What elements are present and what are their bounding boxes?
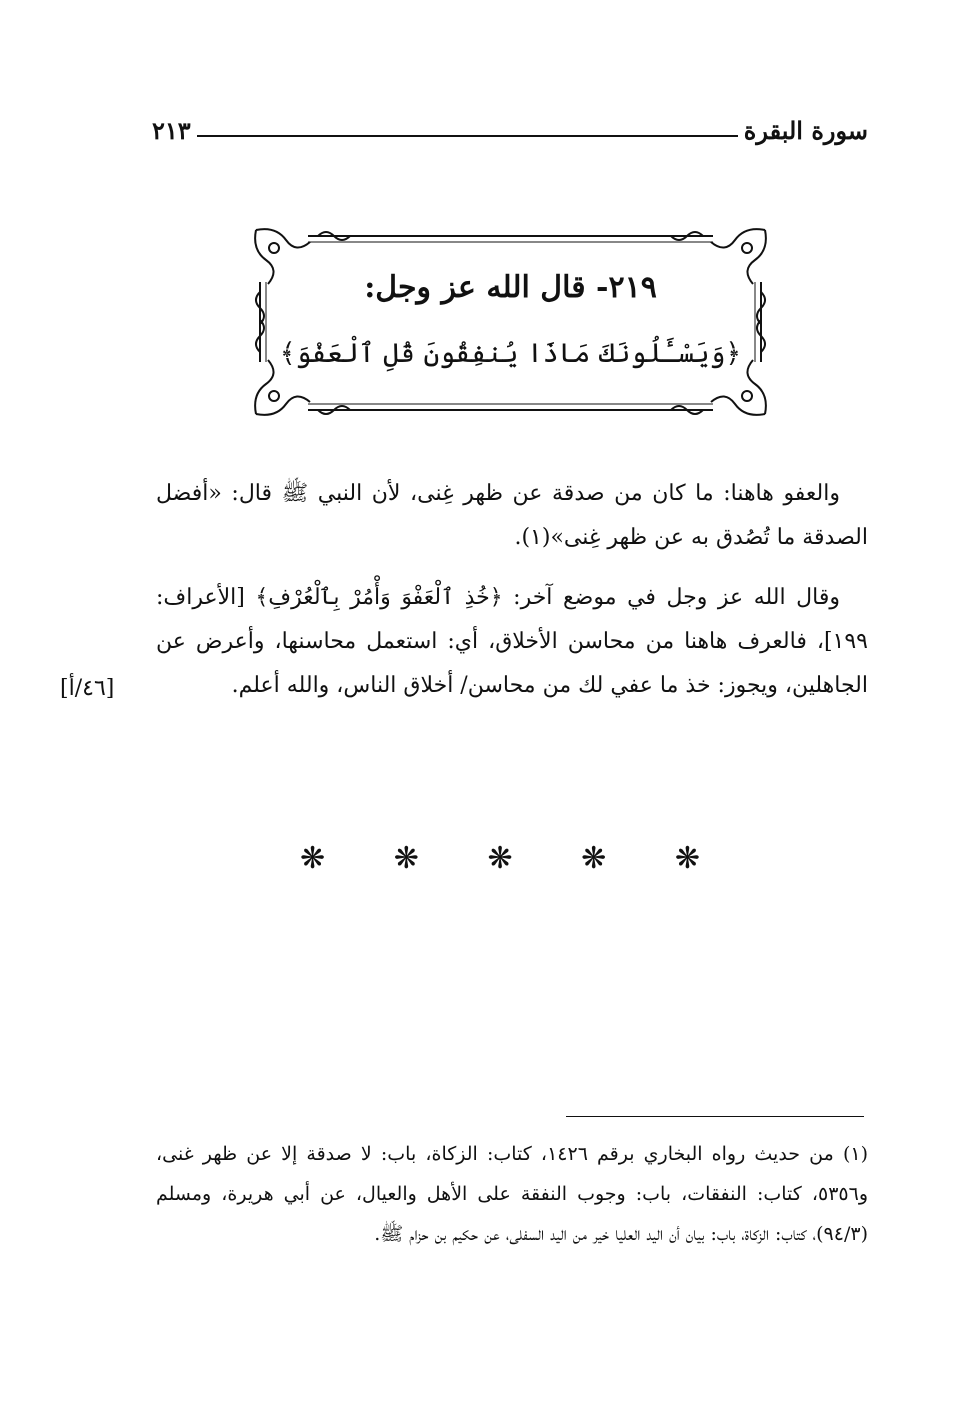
footnote-1: (١) من حديث رواه البخاري برقم ١٤٢٦، كتاب: الزكاة، باب: لا صدقة إلا عن ظهر غنى، و٥٣٥٦، كتاب: النفقات، باب: وجوب النفقة على الأهل والعيال، عن أبي هريرة، ومسلم (٩٤/٣)، كتاب: الزكاة، باب: بيان أن اليد العليا خير من اليد السفلى، عن حكيم بن حزام ﷺ. [156, 1143, 868, 1245]
separator-star-icon: ❋ [393, 840, 419, 876]
verse-number-title: ٢١٩- قال الله عز وجل: [364, 270, 657, 305]
page-header [152, 108, 868, 152]
surah-title: سورة البقرة [743, 115, 868, 145]
verse-frame [248, 222, 773, 422]
paragraph-2: وقال الله عز وجل في موضع آخر: ﴿خُذِ ٱلْعَفْوَ وَأْمُرْ بِٱلْعُرْفِ﴾ [الأعراف: ١٩٩]، فالعرف هاهنا من محاسن الأخلاق، أي: استعمل محاسنها، وأعرض عن الجاهلين، ويجوز: خذ ما عفي لك من محاسن/ أخلاق الناس، والله أعلم. [156, 585, 868, 698]
quran-verse: ﴿وَيَسْـَٔلُونَكَ مَاذَا يُنفِقُونَ قُلِ ٱلْعَفْوَ﴾ [279, 338, 742, 369]
header-rule [197, 135, 738, 137]
paragraph-1: والعفو هاهنا: ما كان من صدقة عن ظهر غِنى، لأن النبي ﷺ قال: «أفضل الصدقة ما تُصُدق به عن ظهر غِنى»(١). [156, 481, 868, 550]
separator-star-icon: ❋ [300, 840, 326, 876]
manuscript-folio-marker: [٤٦/أ] [60, 676, 115, 701]
section-separator [300, 838, 700, 878]
separator-star-icon: ❋ [487, 840, 513, 876]
separator-star-icon: ❋ [581, 840, 607, 876]
commentary-body [156, 472, 868, 724]
ornamental-frame [248, 222, 773, 422]
separator-star-icon: ❋ [674, 840, 700, 876]
page-number: ٢١٣ [152, 115, 191, 145]
footnote-rule [566, 1116, 864, 1117]
